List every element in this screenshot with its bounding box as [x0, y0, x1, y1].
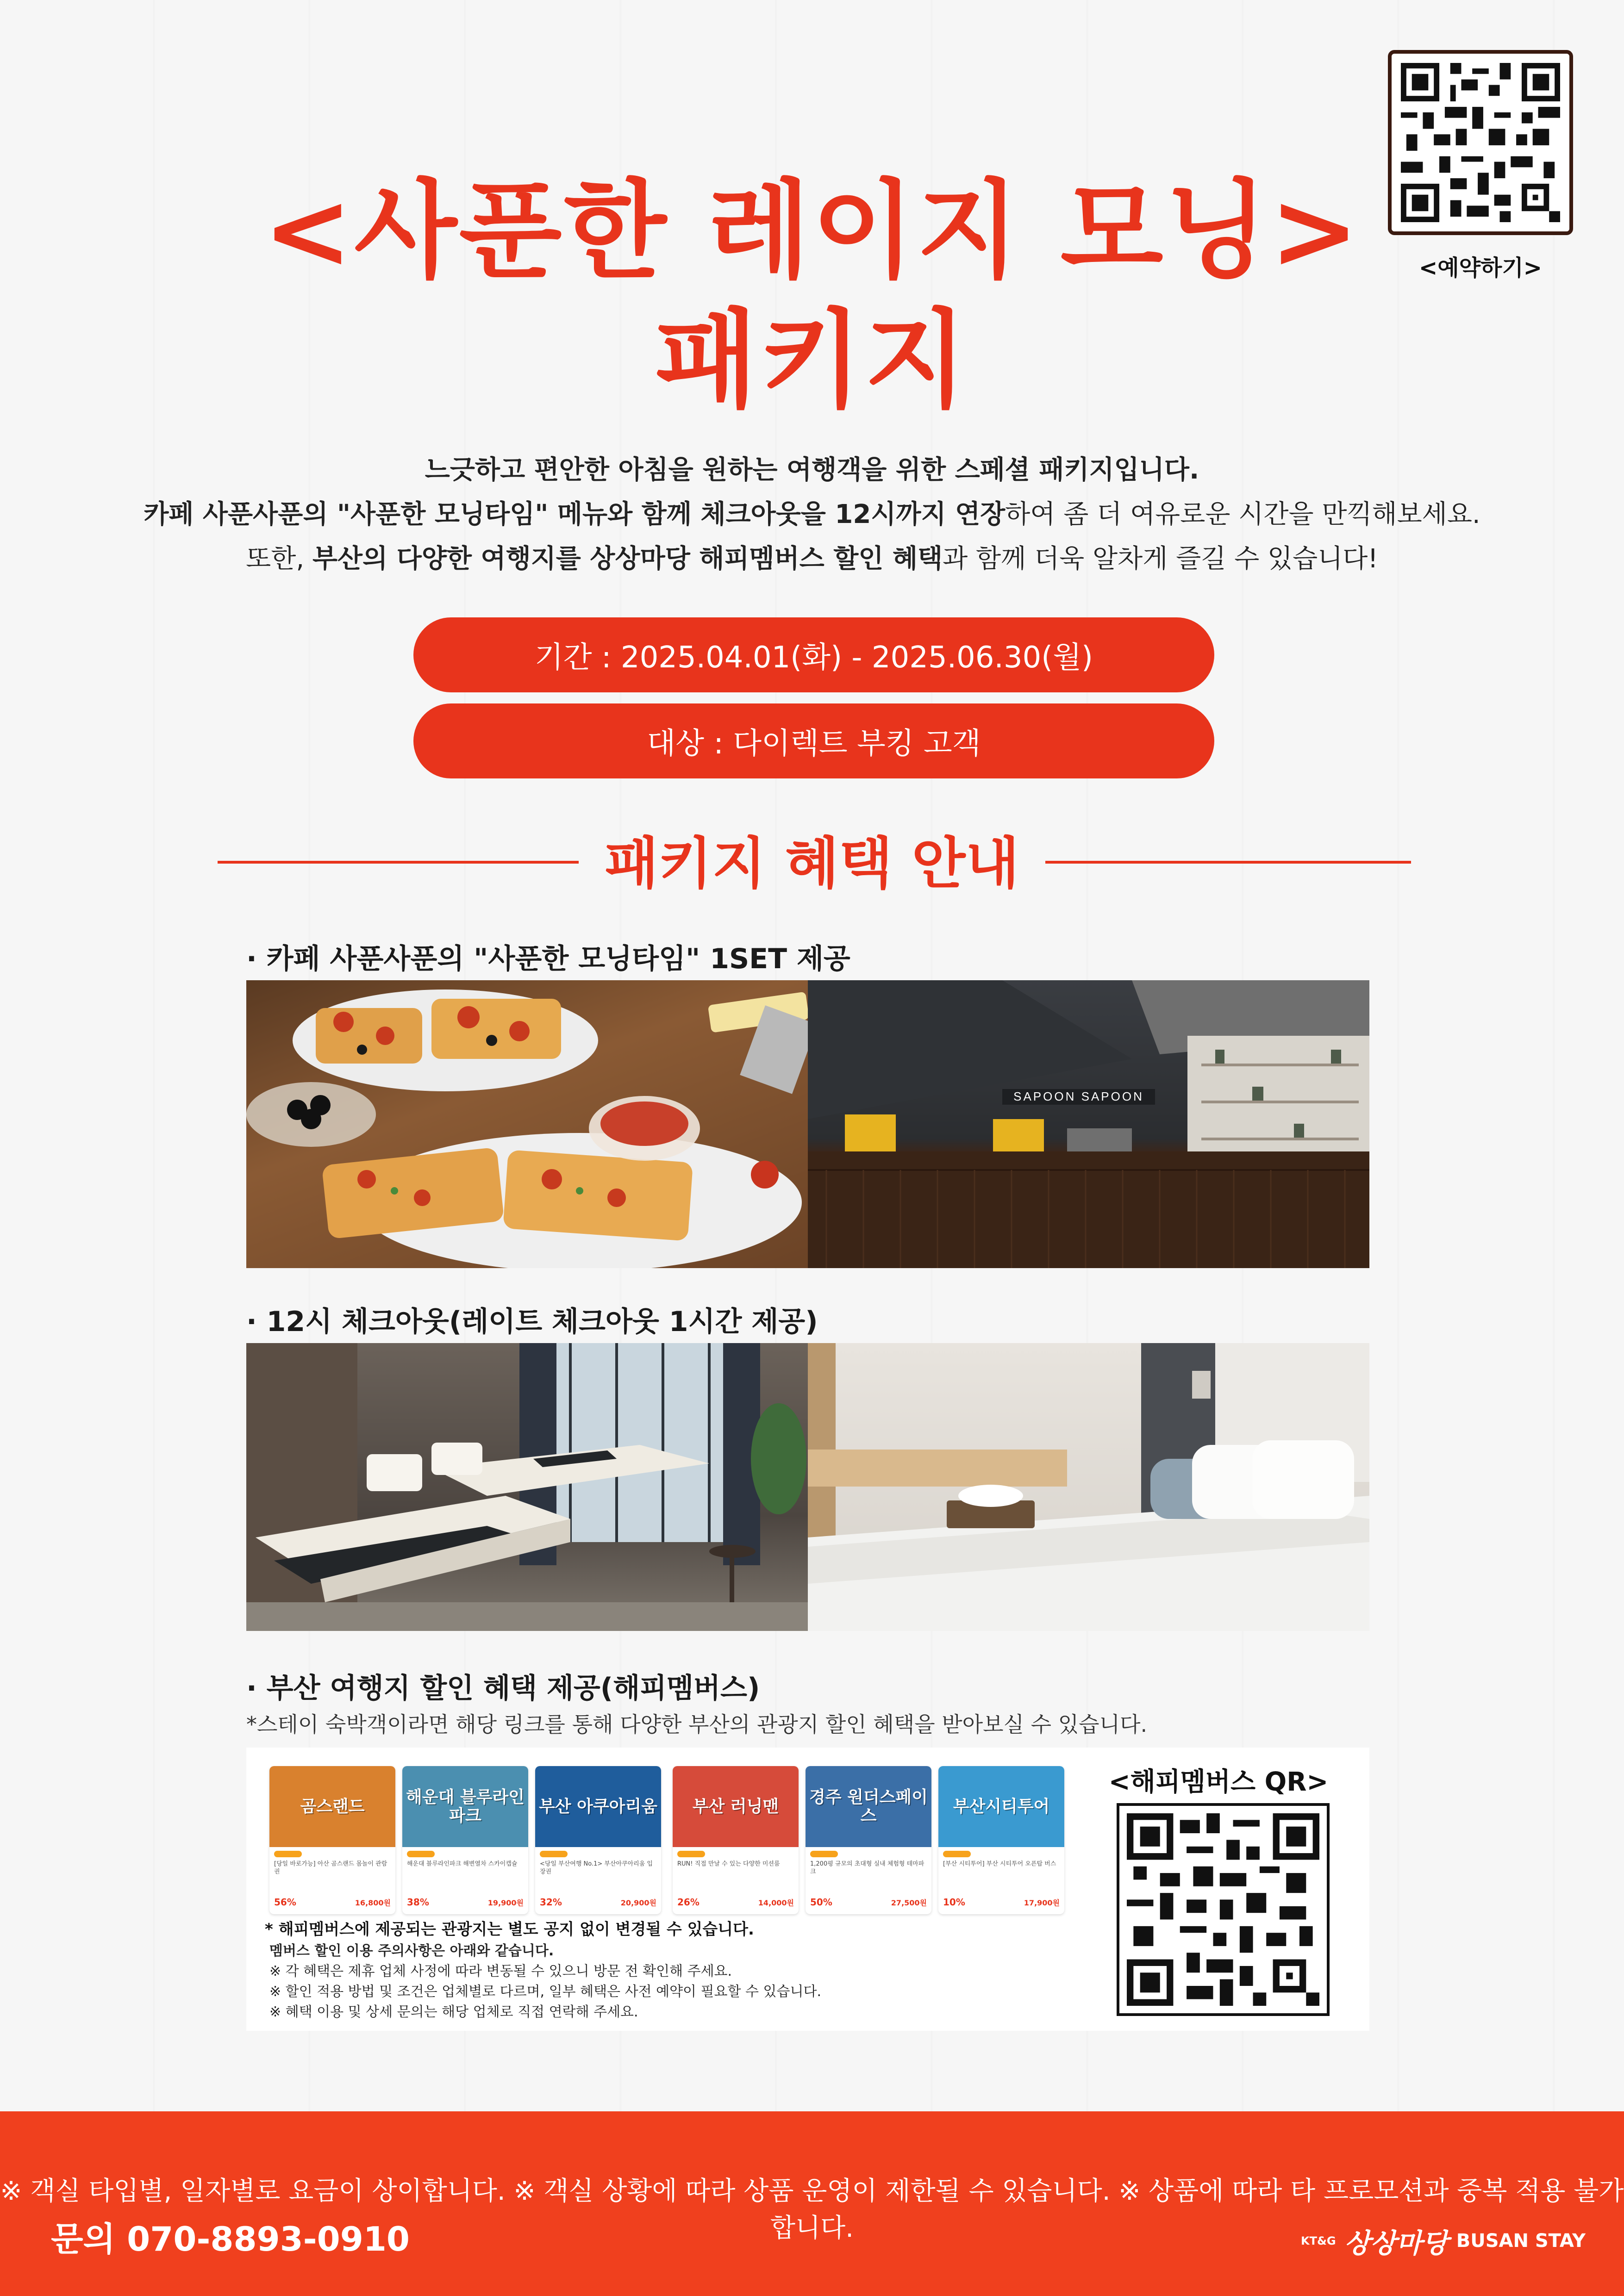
happymembers-note-1: * 해피멤버스에 제공되는 관광지는 별도 공지 없이 변경될 수 있습니다.	[265, 1920, 754, 1939]
happymembers-note-5: ※ 혜택 이용 및 상세 문의는 해당 업체로 직접 연락해 주세요.	[269, 2004, 638, 2020]
period-badge: 기간 : 2025.04.01(화) - 2025.06.30(월)	[413, 617, 1214, 692]
benefit-3-note: *스테이 숙박객이라면 해당 링크를 통해 다양한 부산의 관광지 할인 혜택을 받아보실 수 있습니다.	[246, 1712, 1148, 1737]
benefit-3-heading: · 부산 여행지 할인 혜택 제공(해피멤버스)	[246, 1672, 760, 1705]
card-tag	[540, 1851, 568, 1857]
card-tag	[677, 1851, 705, 1857]
card-title: 부산 러닝맨	[673, 1766, 799, 1847]
card-price: 17,900원	[1024, 1898, 1060, 1907]
happymembers-note-2: 멤버스 할인 이용 주의사항은 아래와 같습니다.	[269, 1943, 554, 1959]
card-price: 16,800원	[355, 1898, 391, 1907]
card-tag	[407, 1851, 435, 1857]
card-discount: 38%	[407, 1897, 429, 1908]
card-discount: 32%	[540, 1897, 562, 1908]
card-title: 해운대 블루라인파크	[402, 1766, 528, 1847]
attraction-card-2[interactable]	[402, 1766, 528, 1914]
happymembers-note-4: ※ 할인 적용 방법 및 조건은 업체별로 다르며, 일부 혜택은 사전 예약이 필요할 수 있습니다.	[269, 1984, 822, 2000]
brand-logo	[1301, 2221, 1586, 2260]
card-desc: 1,200평 규모의 초대형 실내 체험형 테마파크	[810, 1860, 924, 1875]
card-tag	[274, 1851, 302, 1857]
card-desc: [당일 바로가능] 아산 곰스랜드 몸놀이 관람권	[274, 1860, 387, 1875]
card-discount: 56%	[274, 1897, 296, 1908]
card-desc: 해운대 블루라인파크 해변열차 스카이캡슐	[407, 1860, 518, 1867]
footer-notice: ※ 객실 타입별, 일자별로 요금이 상이합니다. ※ 객실 상황에 따라 상품 운영이 제한될 수 있습니다. ※ 상품에 따라 타 프로모션과 중복 적용 불가합니다.	[0, 2176, 1624, 2243]
contact-phone[interactable]: 문의 070-8893-0910	[51, 2220, 410, 2259]
intro-line-1: 느긋하고 편안한 아침을 원하는 여행객을 위한 스페셜 패키지입니다.	[425, 455, 1199, 485]
card-price: 19,900원	[487, 1898, 524, 1907]
happymembers-qr-code[interactable]	[1117, 1803, 1330, 2016]
card-tag	[943, 1851, 971, 1857]
reservation-qr-label: <예약하기>	[1419, 255, 1542, 281]
card-discount: 50%	[810, 1897, 832, 1908]
cafe-interior-photo	[808, 980, 1369, 1268]
benefit-2-heading: · 12시 체크아웃(레이트 체크아웃 1시간 제공)	[246, 1306, 818, 1338]
happymembers-note-3: ※ 각 혜택은 제휴 업체 사정에 따라 변동될 수 있으니 방문 전 확인해 주세요.	[269, 1963, 732, 1979]
attraction-card-3[interactable]	[535, 1766, 661, 1914]
cafe-sign-text: SAPOON SAPOON	[1013, 1089, 1144, 1103]
card-price: 20,900원	[620, 1898, 656, 1907]
card-title: 경주 원더스페이스	[806, 1766, 931, 1847]
logo-busan-stay: BUSAN STAY	[1456, 2230, 1586, 2252]
page-title: <사푼한 레이지 모닝>	[263, 169, 1361, 293]
target-badge: 대상 : 다이렉트 부킹 고객	[413, 703, 1214, 778]
attraction-card-1[interactable]	[269, 1766, 395, 1914]
attraction-card-5[interactable]	[806, 1766, 931, 1914]
card-discount: 10%	[943, 1897, 965, 1908]
happymembers-qr-label: <해피멤버스 QR>	[1108, 1767, 1329, 1797]
page-title-line2: 패키지	[655, 299, 969, 423]
card-desc: [부산 시티투어] 부산 시티투어 오픈탑 버스	[943, 1860, 1056, 1867]
card-discount: 26%	[677, 1897, 700, 1908]
attraction-card-4[interactable]	[673, 1766, 799, 1914]
card-title: 곰스랜드	[269, 1766, 395, 1847]
twin-room-photo	[246, 1343, 808, 1631]
happymembers-panel	[246, 1748, 1369, 2031]
intro-line-3: 또한, 부산의 다양한 여행지를 상상마당 해피멤버스 할인 혜택과 함께 더욱 알차게 즐길 수 있습니다!	[246, 544, 1378, 574]
card-desc: <당일 부산여행 No.1> 부산아쿠아리움 입장권	[540, 1860, 653, 1875]
attraction-card-6[interactable]	[938, 1766, 1064, 1914]
card-desc: RUN! 직접 만날 수 있는 다양한 미션룸	[677, 1860, 780, 1867]
logo-brand: 상상마당	[1344, 2228, 1448, 2259]
section-title: 패키지 혜택 안내	[605, 832, 1019, 896]
card-title: 부산 아쿠아리움	[535, 1766, 661, 1847]
card-title: 부산시티투어	[938, 1766, 1064, 1847]
card-tag	[810, 1851, 838, 1857]
card-price: 27,500원	[891, 1898, 927, 1907]
pizza-photo	[246, 980, 808, 1268]
card-price: 14,000원	[758, 1898, 794, 1907]
benefit-1-heading: · 카페 사푼사푼의 "사푼한 모닝타임" 1SET 제공	[246, 943, 850, 975]
qr-code-icon	[1127, 1813, 1319, 2006]
logo-ktg: KT&G	[1301, 2234, 1336, 2247]
double-room-photo	[808, 1343, 1369, 1631]
intro-line-2: 카페 사푼사푼의 "사푼한 모닝타임" 메뉴와 함께 체크아웃을 12시까지 연장하여 좀 더 여유로운 시간을 만끽해보세요.	[144, 499, 1480, 529]
